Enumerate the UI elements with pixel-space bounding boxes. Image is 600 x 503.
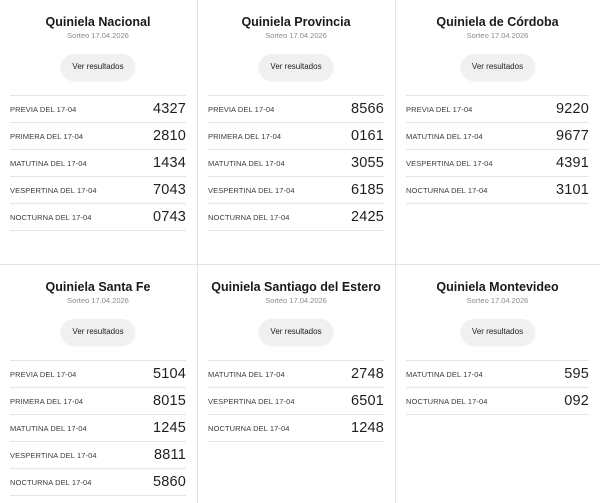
result-row xyxy=(406,361,589,388)
card-quiniela-santa-fe xyxy=(0,265,198,503)
card-date: Sorteo 17.04.2026 xyxy=(466,296,529,305)
card-title: Quiniela de Córdoba xyxy=(436,15,559,29)
result-value: 6185 xyxy=(350,182,384,198)
result-label: VESPERTINA DEL 17-04 xyxy=(406,158,493,168)
result-row xyxy=(10,96,186,123)
result-row xyxy=(406,96,589,123)
result-row xyxy=(10,177,186,204)
results-list xyxy=(10,360,186,496)
result-value: 5860 xyxy=(152,474,186,490)
result-value: 092 xyxy=(564,393,589,409)
result-value: 595 xyxy=(564,366,589,382)
result-value: 3101 xyxy=(555,182,589,198)
result-value: 0161 xyxy=(350,128,384,144)
result-row xyxy=(10,204,186,231)
result-value: 4391 xyxy=(555,155,589,171)
result-value: 2425 xyxy=(350,209,384,225)
ver-resultados-button[interactable]: Ver resultados xyxy=(259,319,333,345)
result-value: 1434 xyxy=(152,155,186,171)
card-title: Quiniela Montevideo xyxy=(436,280,559,294)
result-row xyxy=(208,123,384,150)
results-list xyxy=(208,95,384,231)
card-title: Quiniela Santa Fe xyxy=(45,280,151,294)
result-value: 2748 xyxy=(350,366,384,382)
ver-resultados-button[interactable]: Ver resultados xyxy=(461,319,535,345)
card-quiniela-santiago-del-estero xyxy=(198,265,396,503)
card-title: Quiniela Provincia xyxy=(241,15,351,29)
result-value: 3055 xyxy=(350,155,384,171)
result-value: 7043 xyxy=(152,182,186,198)
result-row xyxy=(208,177,384,204)
result-label: NOCTURNA DEL 17-04 xyxy=(406,185,488,195)
result-label: MATUTINA DEL 17-04 xyxy=(208,369,285,379)
card-quiniela-provincia xyxy=(198,0,396,265)
card-quiniela-nacional xyxy=(0,0,198,265)
result-label: PRIMERA DEL 17-04 xyxy=(10,396,84,406)
results-list xyxy=(10,95,186,231)
result-value: 4327 xyxy=(152,101,186,117)
card-title: Quiniela Santiago del Estero xyxy=(211,280,381,294)
result-row xyxy=(208,96,384,123)
ver-resultados-button[interactable]: Ver resultados xyxy=(61,54,135,80)
result-label: VESPERTINA DEL 17-04 xyxy=(10,185,97,195)
result-label: VESPERTINA DEL 17-04 xyxy=(10,450,97,460)
result-value: 6501 xyxy=(350,393,384,409)
result-label: NOCTURNA DEL 17-04 xyxy=(208,212,290,222)
result-value: 8015 xyxy=(152,393,186,409)
result-value: 1245 xyxy=(152,420,186,436)
result-row xyxy=(10,388,186,415)
result-row xyxy=(208,415,384,442)
result-label: MATUTINA DEL 17-04 xyxy=(208,158,285,168)
ver-resultados-button[interactable]: Ver resultados xyxy=(461,54,535,80)
result-row xyxy=(10,442,186,469)
result-row xyxy=(406,388,589,415)
result-row xyxy=(208,361,384,388)
result-value: 2810 xyxy=(152,128,186,144)
result-value: 9677 xyxy=(555,128,589,144)
result-label: PRIMERA DEL 17-04 xyxy=(10,131,84,141)
card-date: Sorteo 17.04.2026 xyxy=(265,31,327,40)
result-label: PREVIA DEL 17-04 xyxy=(208,104,275,114)
result-row xyxy=(208,204,384,231)
result-label: MATUTINA DEL 17-04 xyxy=(10,158,87,168)
result-label: PRIMERA DEL 17-04 xyxy=(208,131,282,141)
results-list xyxy=(406,360,589,415)
result-row xyxy=(10,123,186,150)
result-value: 9220 xyxy=(555,101,589,117)
card-title: Quiniela Nacional xyxy=(45,15,151,29)
result-row xyxy=(10,469,186,496)
result-label: PREVIA DEL 17-04 xyxy=(10,369,77,379)
card-date: Sorteo 17.04.2026 xyxy=(67,31,129,40)
result-label: NOCTURNA DEL 17-04 xyxy=(10,212,92,222)
result-value: 1248 xyxy=(350,420,384,436)
result-label: MATUTINA DEL 17-04 xyxy=(10,423,87,433)
ver-resultados-button[interactable]: Ver resultados xyxy=(259,54,333,80)
result-label: MATUTINA DEL 17-04 xyxy=(406,131,483,141)
card-date: Sorteo 17.04.2026 xyxy=(67,296,129,305)
result-value: 8566 xyxy=(350,101,384,117)
result-label: VESPERTINA DEL 17-04 xyxy=(208,185,295,195)
results-list xyxy=(208,360,384,442)
result-row xyxy=(208,150,384,177)
card-quiniela-montevideo xyxy=(396,265,600,503)
card-quiniela-cordoba xyxy=(396,0,600,265)
ver-resultados-button[interactable]: Ver resultados xyxy=(61,319,135,345)
card-date: Sorteo 17.04.2026 xyxy=(466,31,529,40)
result-label: PREVIA DEL 17-04 xyxy=(10,104,77,114)
result-row xyxy=(10,150,186,177)
result-row xyxy=(10,361,186,388)
result-label: VESPERTINA DEL 17-04 xyxy=(208,396,295,406)
result-value: 0743 xyxy=(152,209,186,225)
result-row xyxy=(208,388,384,415)
result-label: NOCTURNA DEL 17-04 xyxy=(406,396,488,406)
result-row xyxy=(406,177,589,204)
result-value: 5104 xyxy=(152,366,186,382)
result-value: 8811 xyxy=(154,447,186,463)
results-list xyxy=(406,95,589,204)
result-label: NOCTURNA DEL 17-04 xyxy=(10,477,92,487)
result-row xyxy=(10,415,186,442)
result-label: NOCTURNA DEL 17-04 xyxy=(208,423,290,433)
result-row xyxy=(406,150,589,177)
result-label: PREVIA DEL 17-04 xyxy=(406,104,473,114)
result-label: MATUTINA DEL 17-04 xyxy=(406,369,483,379)
result-row xyxy=(406,123,589,150)
card-date: Sorteo 17.04.2026 xyxy=(265,296,327,305)
